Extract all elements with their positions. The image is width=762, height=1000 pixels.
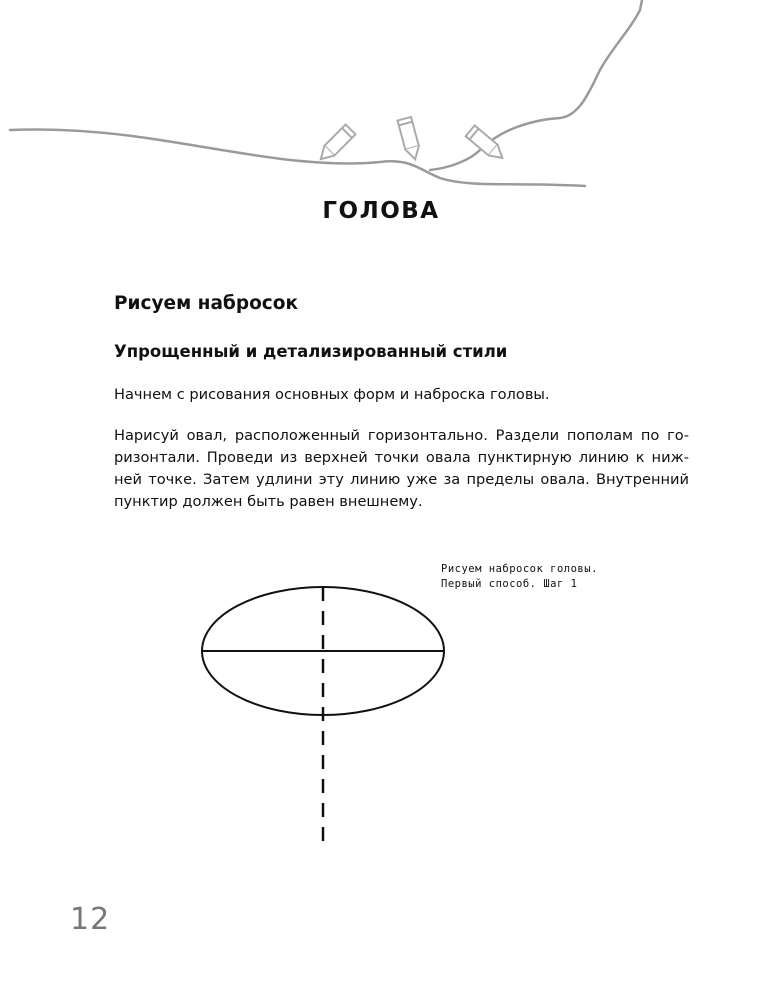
page-number: 12 — [70, 902, 111, 937]
figure-caption — [441, 562, 598, 592]
paragraph-line: ней точке. Затем удлини эту линию уже за пределы овала. Внутренний — [114, 471, 689, 488]
paragraph-line: пунктир должен быть равен внешнему. — [114, 493, 423, 510]
paragraph-line: ризонтали. Проведи из верхней точки овала пунктирную линию к ниж- — [114, 449, 689, 466]
paragraph-line: Нарисуй овал, расположенный горизонтально. Раздели пополам по го- — [114, 427, 689, 444]
subsection-title: Упрощенный и детализированный стили — [114, 342, 508, 361]
pencil-icon — [316, 124, 356, 164]
instruction-paragraph — [114, 425, 689, 513]
pencil-icon — [398, 117, 422, 161]
section-title: Рисуем набросок — [114, 293, 299, 314]
chapter-title: ГОЛОВА — [322, 198, 440, 224]
header-decoration — [0, 0, 762, 200]
intro-paragraph: Начнем с рисования основных форм и наброска головы. — [114, 386, 550, 403]
caption-line: Первый способ. Шаг 1 — [441, 578, 578, 590]
caption-line: Рисуем набросок головы. — [441, 563, 598, 575]
head-sketch-figure — [190, 575, 460, 855]
